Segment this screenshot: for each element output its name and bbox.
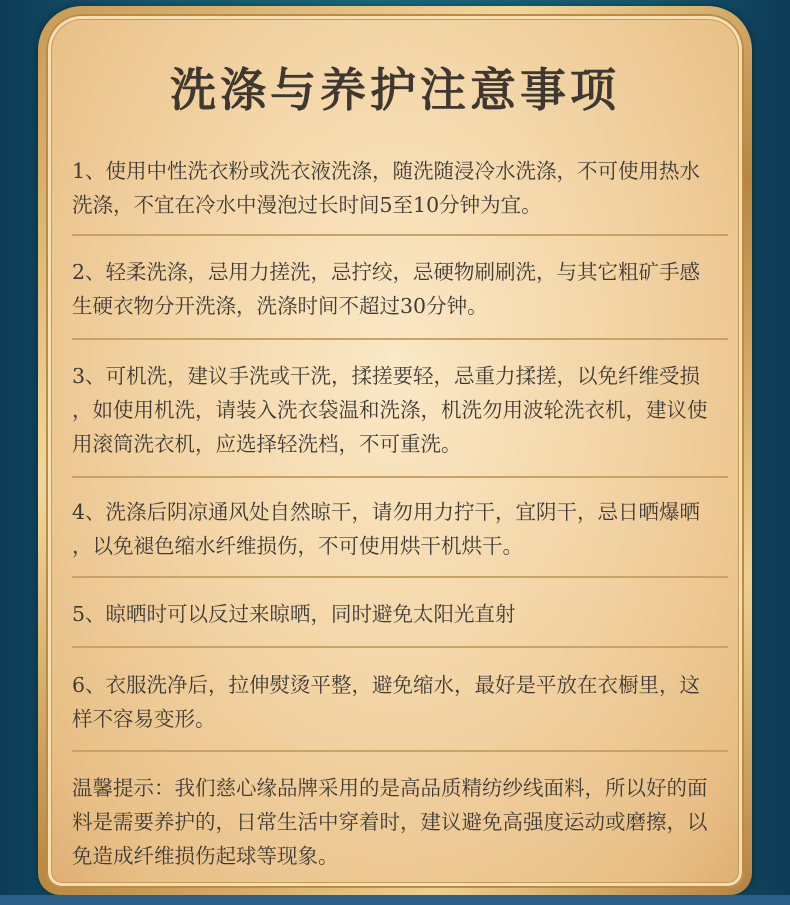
- care-item-line: 6、衣服洗净后，拉伸熨烫平整，避免缩水，最好是平放在衣橱里，这: [72, 673, 701, 697]
- divider: [72, 476, 728, 478]
- page-title: 洗涤与养护注意事项: [170, 63, 620, 117]
- care-item-line: 生硬衣物分开洗涤，洗涤时间不超过30分钟。: [72, 294, 488, 318]
- care-item-line: 样不容易变形。: [72, 707, 216, 731]
- warm-tip-line: 温馨提示：我们慈心缘品牌采用的是高品质精纺纱线面料，所以好的面: [72, 776, 708, 800]
- care-item-line: ，如使用机洗，请装入洗衣袋温和洗涤，机洗勿用波轮洗衣机，建议使: [72, 398, 708, 422]
- divider: [72, 338, 728, 340]
- care-item-line: ，以免褪色缩水纤维损伤，不可使用烘干机烘干。: [72, 534, 523, 558]
- divider: [72, 750, 728, 752]
- warm-tip: [72, 771, 732, 873]
- warm-tip-line: 免造成纤维损伤起球等现象。: [72, 844, 339, 868]
- warm-tip-line: 料是需要养护的，日常生活中穿着时，建议避免高强度运动或磨擦，以: [72, 810, 708, 834]
- bottom-strip: [0, 895, 790, 905]
- care-item-line: 用滚筒洗衣机，应选择轻洗档，不可重洗。: [72, 432, 462, 456]
- care-item-6: [72, 668, 732, 736]
- care-item-3: [72, 359, 732, 461]
- care-item-1: [72, 154, 732, 222]
- care-item-4: [72, 495, 732, 563]
- care-item-2: [72, 255, 732, 323]
- divider: [72, 646, 728, 648]
- divider: [72, 576, 728, 578]
- care-item-line: 4、洗涤后阴凉通风处自然晾干，请勿用力拧干，宜阴干，忌日晒爆晒: [72, 500, 701, 524]
- care-item-line: 3、可机洗，建议手洗或干洗，揉搓要轻，忌重力揉搓，以免纤维受损: [72, 364, 701, 388]
- care-item-line: 2、轻柔洗涤，忌用力搓洗，忌拧绞，忌硬物刷刷洗，与其它粗矿手感: [72, 260, 701, 284]
- care-item-5: [72, 597, 732, 631]
- care-item-line: 1、使用中性洗衣粉或洗衣液洗涤，随洗随浸冷水洗涤，不可使用热水: [72, 159, 701, 183]
- divider: [72, 234, 728, 236]
- care-item-line: 洗涤，不宜在冷水中漫泡过长时间5至10分钟为宜。: [72, 193, 542, 217]
- care-item-line: 5、晾晒时可以反过来晾晒，同时避免太阳光直射: [72, 602, 516, 626]
